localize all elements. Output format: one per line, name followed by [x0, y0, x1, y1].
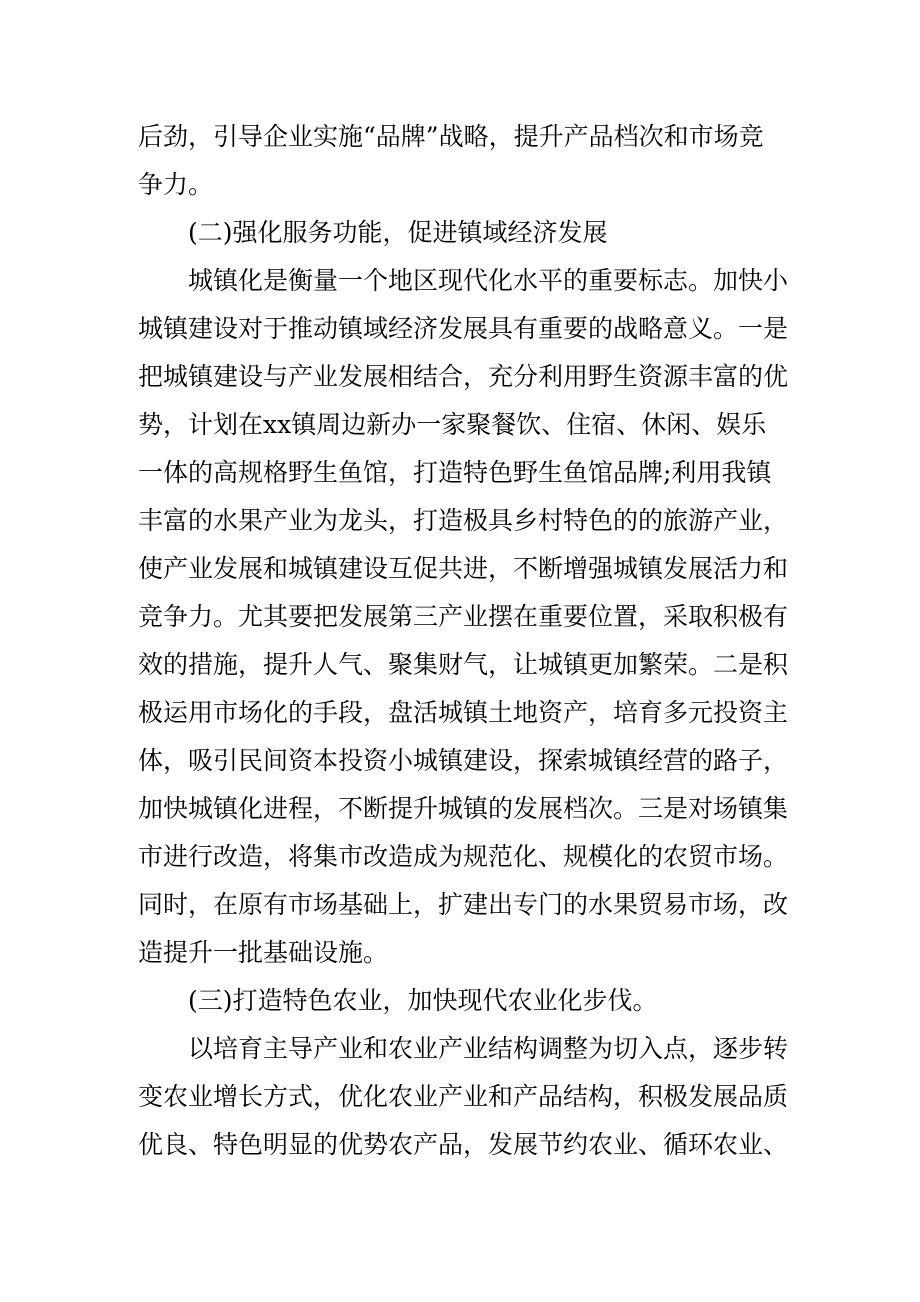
section-heading-three: (三)打造特色农业，加快现代农业化步伐。 [188, 986, 658, 1015]
paragraph-continuation: 后劲，引导企业实施“品牌”战略，提升产品档次和市场竞争力。 [138, 122, 764, 199]
paragraph-agriculture: 以培育主导产业和农业产业结构调整为切入点，逐步转变农业增长方式，优化农业产业和产品结构，积极发展品质优良、特色明显的优势农产品，发展节约农业、循环农业、 [138, 1034, 789, 1159]
section-heading-two: (二)强化服务功能，促进镇域经济发展 [188, 218, 608, 247]
document-body [138, 113, 788, 1169]
paragraph-urbanization: 城镇化是衡量一个地区现代化水平的重要标志。加快小城镇建设对于推动镇域经济发展具有重要的战略意义。一是把城镇建设与产业发展相结合，充分利用野生资源丰富的优势，计划在xx镇周边新办一家聚餐饮、住宿、休闲、娱乐一体的高规格野生鱼馆，打造特色野生鱼馆品牌;利用我镇丰富的水果产业为龙头，打造极具乡村特色的的旅游产业，使产业发展和城镇建设互促共进，不断增强城镇发展活力和竞争力。尤其要把发展第三产业摆在重要位置，采取积极有效的措施，提升人气、聚集财气，让城镇更加繁荣。二是积极运用市场化的手段，盘活城镇土地资产，培育多元投资主体，吸引民间资本投资小城镇建设，探索城镇经营的路子，加快城镇化进程，不断提升城镇的发展档次。三是对场镇集市进行改造，将集市改造成为规范化、规模化的农贸市场。同时，在原有市场基础上，扩建出专门的水果贸易市场，改造提升一批基础设施。 [138, 266, 789, 967]
